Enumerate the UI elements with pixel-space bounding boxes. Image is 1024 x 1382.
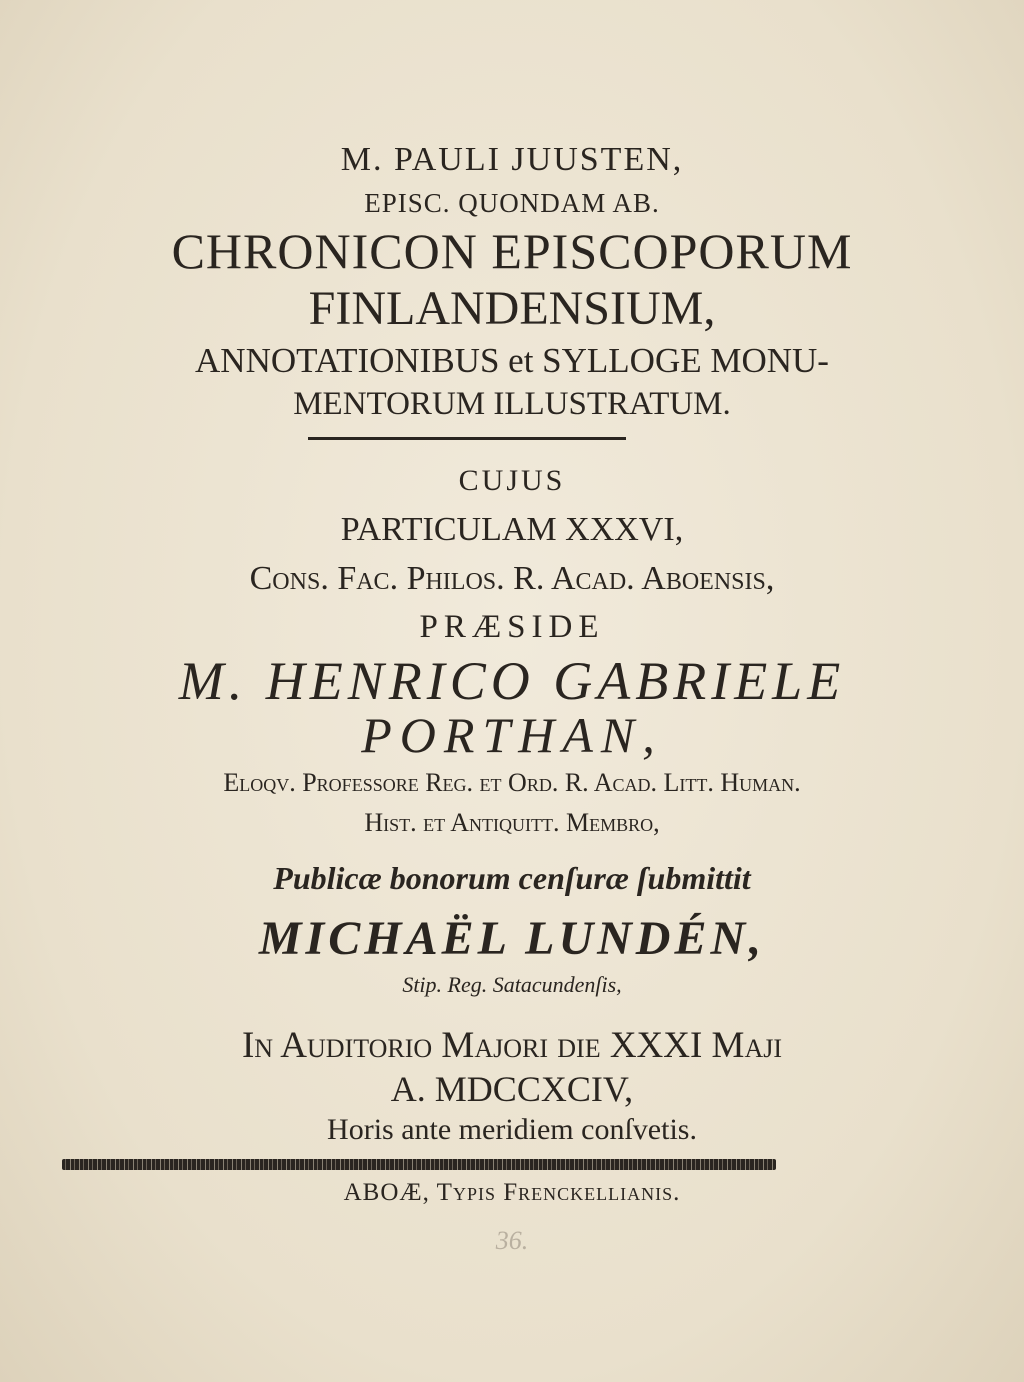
imprint-line: ABOÆ, Typis Frenckellianis. xyxy=(343,1179,681,1206)
year-line: A. MDCCXCIV, xyxy=(390,1069,634,1109)
submittit-line: Publicæ bonorum cenſuræ ſubmittit xyxy=(273,860,751,896)
cons-line: Cons. Fac. Philos. R. Acad. Aboensis, xyxy=(249,560,775,597)
author-title: EPISC. QUONDAM AB. xyxy=(364,188,660,218)
main-title-line-2: FINLANDENSIUM, xyxy=(308,282,716,335)
hours-line: Horis ante meridiem conſvetis. xyxy=(327,1113,697,1146)
praeses-name-line-1: M. HENRICO GABRIELE xyxy=(178,651,846,711)
subtitle-line-1: ANNOTATIONIBUS et SYLLOGE MONU- xyxy=(195,341,829,380)
particulam-line: PARTICULAM XXXVI, xyxy=(340,511,684,548)
pencil-note: 36. xyxy=(495,1226,529,1255)
main-title-line-1: CHRONICON EPISCOPORUM xyxy=(171,223,853,279)
ornamental-rule xyxy=(62,1159,776,1170)
praeses-name-line-2: PORTHAN, xyxy=(361,707,663,763)
venue-line: In Auditorio Majori die XXXI Maji xyxy=(241,1025,783,1066)
respondent-title: Stip. Reg. Satacundenſis, xyxy=(402,972,622,997)
subtitle-line-2: MENTORUM ILLUSTRATUM. xyxy=(293,386,731,422)
praeses-title-line-2: Hist. et Antiquitt. Membro, xyxy=(364,808,660,837)
author-line: M. PAULI JUUSTEN, xyxy=(340,141,684,178)
title-rule xyxy=(308,437,626,440)
cujus-line: CUJUS xyxy=(458,464,566,497)
praeses-title-line-1: Eloqv. Professore Reg. et Ord. R. Acad. Litt. Human. xyxy=(223,768,801,797)
respondent-name: MICHAËL LUNDÉN, xyxy=(258,912,766,965)
praeside-line: PRÆSIDE xyxy=(419,609,605,645)
